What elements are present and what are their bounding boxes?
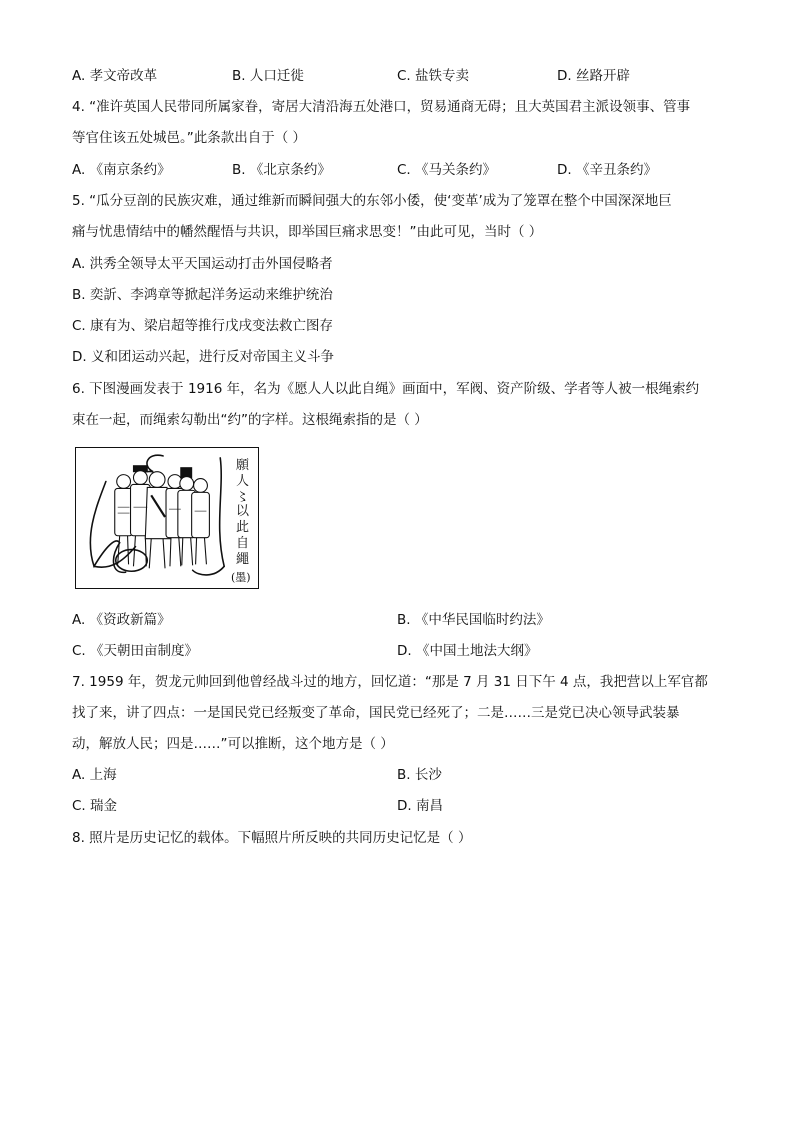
q7-stem-line3: 动，解放人民；四是……”可以推断，这个地方是（ ） (72, 736, 394, 752)
q5-stem-line2: 痛与忧患情结中的幡然醒悟与共识，即举国巨痛求思变！”由此可见，当时（ ） (72, 224, 543, 240)
q7-stem-line2: 找了来，讲了四点：一是国民党已经叛变了革命，国民党已经死了；二是……三是党已决心领导武装暴 (72, 705, 680, 721)
q4-option-c: C. 《马关条约》 (397, 162, 497, 178)
cartoon-caption-char-3: 〻 (236, 490, 250, 505)
q3-option-a: A. 孝文帝改革 (72, 68, 158, 84)
q4-stem-line1: 4. “准许英国人民带同所属家眷，寄居大清沿海五处港口，贸易通商无碍；且大英国君主派设领事、管事 (72, 99, 691, 115)
q4-option-a: A. 《南京条约》 (72, 162, 171, 178)
cartoon-signature: (墨) (231, 571, 251, 584)
q5-stem-line1: 5. “瓜分豆剖的民族灾难，通过维新而瞬间强大的东邻小倭，使‘变革’成为了笼罩在整个中国深深地巨 (72, 193, 672, 209)
cartoon-drawing (76, 448, 258, 588)
cartoon-caption-char-4: 以 (236, 504, 250, 519)
cartoon-caption-char-5: 此 (236, 520, 250, 535)
q7-option-a: A. 上海 (72, 767, 117, 783)
cartoon-caption-char-6: 自 (236, 536, 250, 551)
q5-option-d: D. 义和团运动兴起，进行反对帝国主义斗争 (72, 349, 334, 365)
q3-option-d: D. 丝路开辟 (557, 68, 630, 84)
q5-option-c: C. 康有为、梁启超等推行戊戌变法救亡图存 (72, 318, 334, 334)
q5-option-b: B. 奕訢、李鸿章等掀起洋务运动来维护统治 (72, 287, 333, 303)
q6-stem-line1: 6. 下图漫画发表于 1916 年，名为《愿人人以此自绳》画面中，军阀、资产阶级、学者等人被一根绳索约 (72, 381, 700, 397)
q7-stem-line1: 7. 1959 年，贺龙元帅回到他曾经战斗过的地方，回忆道：“那是 7 月 31 日下午 4 点，我把营以上军官都 (72, 674, 708, 690)
q7-option-d: D. 南昌 (397, 798, 443, 814)
cartoon-caption-char-2: 人 (236, 474, 250, 489)
q4-option-b: B. 《北京条约》 (232, 162, 331, 178)
q6-stem-line2: 束在一起，而绳索勾勒出“约”的字样。这根绳索指的是（ ） (72, 412, 428, 428)
q6-option-a: A. 《资政新篇》 (72, 612, 171, 628)
q7-option-b: B. 长沙 (397, 767, 442, 783)
q6-option-d: D. 《中国土地法大纲》 (397, 643, 538, 659)
q5-option-a: A. 洪秀全领导太平天国运动打击外国侵略者 (72, 256, 333, 272)
cartoon-caption-char-1: 願 (236, 458, 250, 473)
cartoon-caption-char-7: 繩 (236, 552, 250, 567)
q8-stem-line1: 8. 照片是历史记忆的载体。下幅照片所反映的共同历史记忆是（ ） (72, 830, 472, 846)
q4-stem-line2: 等官住该五处城邑。”此条款出自于（ ） (72, 130, 307, 146)
q6-option-c: C. 《天朝田亩制度》 (72, 643, 199, 659)
cartoon-image (75, 447, 259, 589)
q3-option-c: C. 盐铁专卖 (397, 68, 470, 84)
q7-option-c: C. 瑞金 (72, 798, 118, 814)
q3-option-b: B. 人口迁徙 (232, 68, 304, 84)
q4-option-d: D. 《辛丑条约》 (557, 162, 657, 178)
q6-option-b: B. 《中华民国临时约法》 (397, 612, 550, 628)
